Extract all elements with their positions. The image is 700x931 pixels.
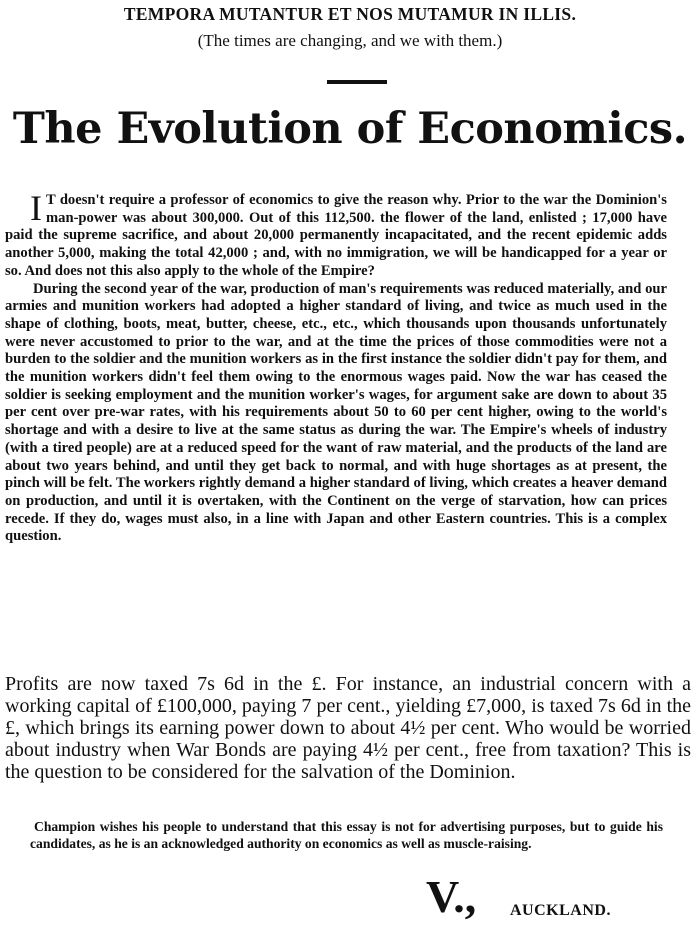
motto-translation: (The times are changing, and we with them.) xyxy=(197,31,503,50)
large-paragraph: Profits are now taxed 7s 6d in the £. For instance, an industrial concern with a working capital of £100,000, paying 7 per cent., yielding £7,000, is taxed 7s 6d in the £, which brings its earning power down to about 4½ per cent. Who would be worried about industry when War Bonds are paying 4½ per cent., free from taxation? This is the question to be considered for the salvation of the Dominion. xyxy=(5,673,691,783)
signature-place: AUCKLAND. xyxy=(510,902,611,919)
motto: TEMPORA MUTANTUR ET NOS MUTAMUR IN ILLIS. xyxy=(123,4,577,24)
article-paragraph-2: During the second year of the war, production of man's requirements was reduced materially, and our armies and munition workers had adopted a higher standard of living, and twice as much used in the shape of clothing, boots, meat, butter, cheese, etc., etc., which thousands upon thousands unfortunately were never accustomed to prior to the war, and at the time the prices of those commodities were not a burden to the soldier and the munition workers as in the first instance the soldier didn't pay for them, and the munition workers didn't feel them owing to the enormous wages paid. Now the war has ceased the soldier is seeking employment and the munition worker's wages, for argument sake are down to about 35 per cent over pre-war rates, with his requirements about 50 to 60 per cent higher, owing to the world's shortage and with a desire to live at the same status as during the war. The Empire's wheels of industry (with a tired people) are at a reduced speed for the want of raw material, and the products of the land are about two years behind, and until they get back to normal, and with huge shortages as at present, the pinch will be felt. The workers rightly demand a higher standard of living, which creates a heaver demand on production, and until it is overtaken, with the Continent on the verge of starvation, how can prices recede. If they do, wages must also, in a line with Japan and other Eastern countries. This is a complex question. xyxy=(5,280,667,545)
article-body xyxy=(5,188,667,546)
article-paragraph-1 xyxy=(5,188,667,281)
signature-initial: V., xyxy=(426,871,477,922)
headline: The Evolution of Economics. xyxy=(12,104,688,154)
paragraph-1-text: T doesn't require a professor of economics to give the reason why. Prior to the war the Dominion's man-power was about 300,000. Out of this 112,500. the flower of the land, enlisted ; 17,000 have paid the supreme sacrifice, and about 20,000 permanently incapacitated, and the recent epidemic adds another 5,000, making the total 42,000 ; and, with no immigration, we will be handicapped for a year or so. And does not this also apply to the whole of the Empire? xyxy=(5,192,667,279)
drop-cap: I xyxy=(30,188,42,228)
divider-rule xyxy=(327,80,387,84)
champion-note: Champion wishes his people to understand that this essay is not for advertising purposes, but to guide his candidates, as he is an acknowledged authority on economics as well as muscle-raising. xyxy=(30,819,663,851)
